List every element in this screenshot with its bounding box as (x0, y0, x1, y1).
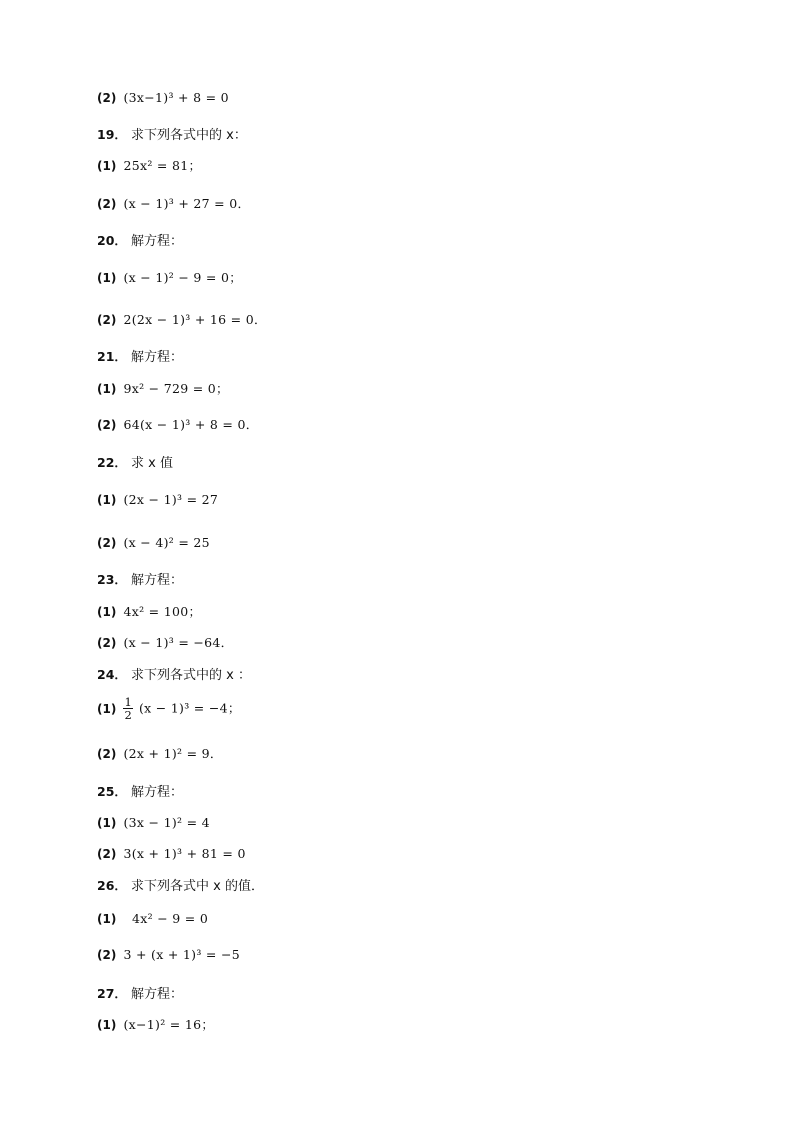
question-number: 19． (97, 127, 127, 142)
question-text: 解方程： (131, 987, 184, 1002)
question-number: 23． (97, 572, 127, 587)
question-text: 解方程： (131, 350, 184, 365)
math-expression: (x − 1)³ = −4； (138, 700, 241, 716)
sub-question-label: (1) (97, 382, 117, 396)
math-expression: (x − 4)² = 25 (123, 535, 210, 550)
sub-question-20-1 (97, 269, 242, 288)
question-22 (97, 454, 173, 473)
sub-question-label: (2) (97, 536, 117, 550)
fraction-denominator: 2 (124, 708, 132, 722)
sub-question-label: (1) (97, 605, 117, 619)
fraction-numerator: 1 (124, 695, 132, 709)
sub-question-label: (1) (97, 1018, 117, 1032)
sub-question-26-1 (97, 910, 208, 929)
sub-question-25-1 (97, 814, 210, 833)
math-expression: 25x² = 81； (123, 158, 202, 173)
sub-question-label: (1) (97, 816, 117, 830)
question-number: 20． (97, 233, 127, 248)
sub-question-22-1 (97, 491, 218, 510)
sub-question-label: (2) (97, 313, 117, 327)
sub-question-24-2 (97, 745, 223, 764)
question-24 (97, 666, 251, 685)
sub-question-21-2 (97, 416, 259, 435)
question-26 (97, 877, 264, 896)
sub-question-26-2 (97, 946, 240, 965)
math-expression: 9x² − 729 = 0； (123, 381, 229, 396)
math-expression: 4x² − 9 = 0 (123, 911, 209, 926)
question-21 (97, 348, 183, 367)
sub-question-label: (2) (97, 948, 117, 962)
math-expression: (x − 1)² − 9 = 0； (123, 270, 243, 285)
question-number: 21． (97, 349, 127, 364)
sub-question-19-1 (97, 157, 201, 176)
sub-question-label: (1) (97, 912, 117, 926)
sub-question-19-2 (97, 195, 250, 214)
math-expression: 64(x − 1)³ + 8 = 0． (123, 417, 259, 432)
math-expression: (2x − 1)³ = 27 (123, 492, 219, 507)
question-text: 求下列各式中的 x ： (131, 668, 252, 683)
question-number: 27． (97, 986, 127, 1001)
sub-question-label: (2) (97, 636, 117, 650)
sub-question-24-1 (97, 696, 241, 721)
sub-question-label: (2) (97, 91, 117, 105)
sub-question-18-2 (97, 89, 229, 108)
question-text: 解方程： (131, 785, 184, 800)
sub-question-22-2 (97, 534, 210, 553)
sub-question-21-1 (97, 380, 229, 399)
math-expression: (x − 1)³ = −64． (123, 635, 234, 650)
fraction (123, 696, 132, 721)
question-27 (97, 985, 183, 1004)
question-number: 26． (97, 878, 127, 893)
sub-question-label: (1) (97, 493, 117, 507)
question-text: 求下列各式中的 x： (131, 128, 247, 143)
sub-question-label: (2) (97, 747, 117, 761)
question-number: 22． (97, 455, 127, 470)
sub-question-23-1 (97, 603, 201, 622)
sub-question-27-1 (97, 1016, 214, 1035)
sub-question-label: (2) (97, 418, 117, 432)
question-19 (97, 126, 247, 145)
math-expression: 4x² = 100； (123, 604, 202, 619)
question-text: 解方程： (131, 573, 184, 588)
sub-question-label: (2) (97, 847, 117, 861)
sub-question-25-2 (97, 845, 246, 864)
math-expression: 3(x + 1)³ + 81 = 0 (123, 846, 246, 861)
question-number: 24． (97, 667, 127, 682)
math-expression: (3x − 1)² = 4 (123, 815, 210, 830)
math-expression: (x − 1)³ + 27 = 0． (123, 196, 251, 211)
math-expression: (x−1)² = 16； (123, 1017, 215, 1032)
math-expression: (3x−1)³ + 8 = 0 (123, 90, 229, 105)
sub-question-label: (1) (97, 159, 117, 173)
question-number: 25． (97, 784, 127, 799)
sub-question-20-2 (97, 311, 267, 330)
question-text: 求 x 值 (131, 456, 174, 471)
question-text: 解方程： (131, 234, 184, 249)
sub-question-label: (1) (97, 271, 117, 285)
sub-question-label: (2) (97, 197, 117, 211)
math-expression: 3 + (x + 1)³ = −5 (123, 947, 240, 962)
sub-question-23-2 (97, 634, 233, 653)
question-20 (97, 232, 183, 251)
question-25 (97, 783, 183, 802)
question-23 (97, 571, 183, 590)
question-text: 求下列各式中 x 的值． (131, 879, 265, 894)
sub-question-label: (1) (97, 701, 117, 716)
math-expression: (2x + 1)² = 9． (123, 746, 223, 761)
math-expression: 2(2x − 1)³ + 16 = 0． (123, 312, 267, 327)
